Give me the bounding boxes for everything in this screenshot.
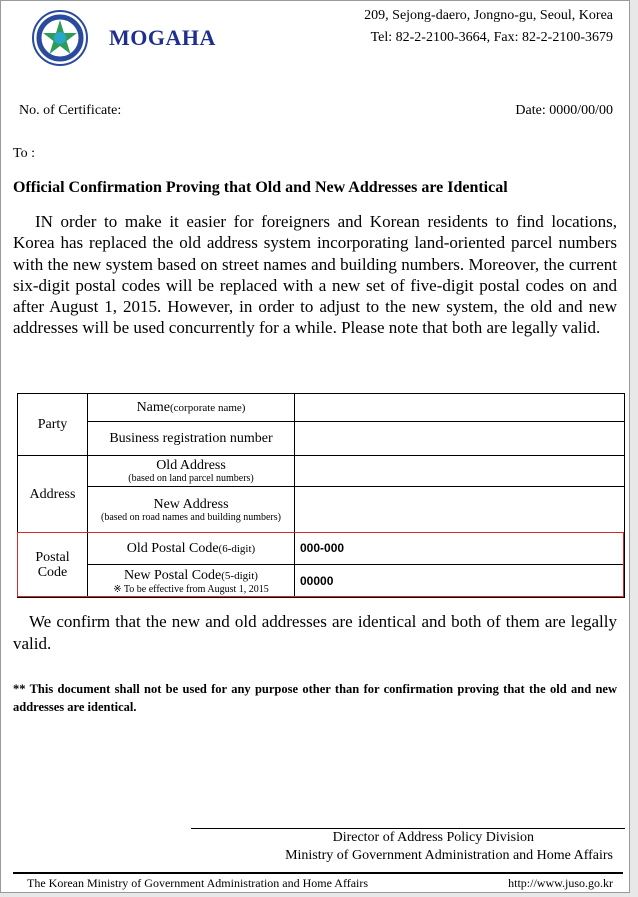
usage-note: ** This document shall not be used for any purpose other than for confirmation proving that the old and new addresses are identical. (13, 682, 617, 714)
brand-name: MOGAHA (109, 25, 216, 50)
old-address-value[interactable] (295, 456, 625, 487)
footer-divider (13, 872, 623, 874)
name-label: Name(corporate name) (88, 394, 295, 422)
old-postal-value[interactable]: 000-000 (295, 533, 625, 565)
certificate-number-label: No. of Certificate: (19, 103, 122, 118)
party-label: Party (18, 394, 88, 456)
new-postal-label: New Postal Code(5-digit) ※ To be effective from August 1, 2015 (88, 565, 295, 598)
old-address-label: Old Address (based on land parcel numbers) (88, 456, 295, 487)
table-row (18, 456, 625, 487)
header-address: 209, Sejong-daero, Jongno-gu, Seoul, Korea (364, 8, 613, 23)
director-title: Director of Address Policy Division (332, 830, 534, 845)
footer-website-link[interactable]: http://www.juso.go.kr (508, 876, 613, 890)
new-postal-value[interactable]: 00000 (295, 565, 625, 598)
header-phone-fax: Tel: 82-2-2100-3664, Fax: 82-2-2100-3679 (370, 30, 613, 45)
recipient-label: To : (13, 146, 35, 161)
date-label: Date: 0000/00/00 (515, 103, 613, 118)
address-info-table (17, 393, 625, 598)
name-value[interactable] (295, 394, 625, 422)
address-label: Address (18, 456, 88, 533)
table-row (18, 565, 625, 598)
old-postal-label: Old Postal Code(6-digit) (88, 533, 295, 565)
new-address-label: New Address (based on road names and building numbers) (88, 487, 295, 533)
confirmation-statement: We confirm that the new and old addresses are identical and both of them are legally valid. (13, 612, 617, 653)
table-row (18, 487, 625, 533)
table-row (18, 422, 625, 456)
ministry-name: Ministry of Government Administration and Home Affairs (285, 848, 613, 863)
ministry-emblem-icon (31, 9, 89, 67)
header-contact (364, 5, 613, 49)
postal-code-label: Postal Code (18, 533, 88, 598)
table-row (18, 394, 625, 422)
new-postal-note: ※ To be effective from August 1, 2015 (113, 583, 269, 595)
document-title: Official Confirmation Proving that Old and New Addresses are Identical (13, 179, 508, 196)
table-row (18, 533, 625, 565)
new-address-value[interactable] (295, 487, 625, 533)
business-registration-value[interactable] (295, 422, 625, 456)
footer-ministry: The Korean Ministry of Government Administration and Home Affairs (27, 876, 369, 890)
business-registration-label: Business registration number (88, 422, 295, 456)
intro-paragraph: IN order to make it easier for foreigners and Korean residents to find locations, Korea has replaced the old address system incorporating land-oriented parcel numbers with the new system based on street names and building numbers. Moreover, the current six-digit postal codes will be replaced with a new set of five-digit postal codes on and after August 1, 2015. However, in order to adjust to the new system, the old and new addresses will be used concurrently for a while. Please note that both are legally valid. (13, 212, 617, 338)
